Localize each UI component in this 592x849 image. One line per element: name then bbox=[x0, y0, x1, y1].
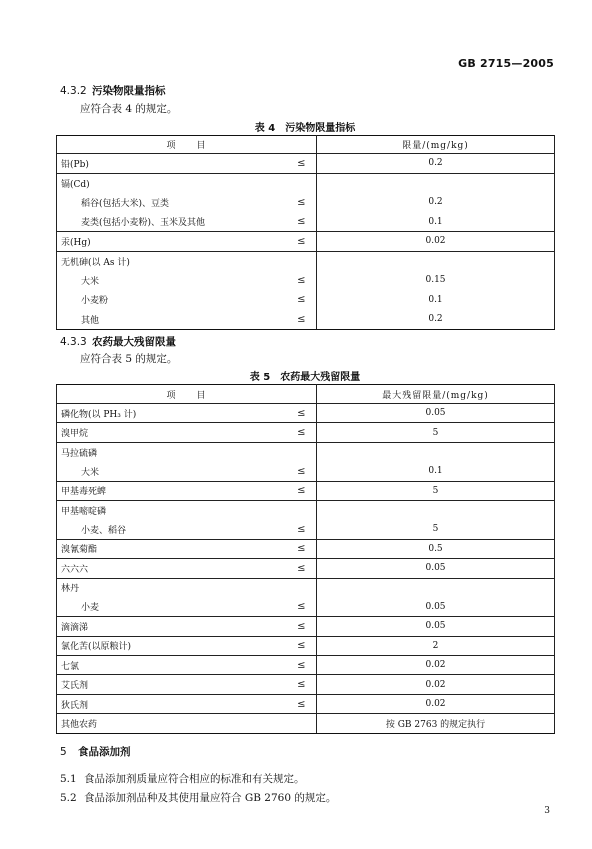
row-le-symbol: ≤ bbox=[287, 404, 317, 423]
section-text: 食品添加剂质量应符合相应的标准和有关规定。 bbox=[84, 773, 305, 785]
section-number: 5.2 bbox=[60, 792, 77, 804]
row-limit-value: 0.2 bbox=[317, 310, 555, 330]
section-5-heading bbox=[60, 744, 131, 759]
row-item-name: 其他 bbox=[57, 310, 287, 330]
section-number: 4.3.3 bbox=[60, 336, 87, 348]
table-row bbox=[57, 597, 555, 616]
table-row bbox=[57, 232, 555, 252]
row-item-name: 稻谷(包括大米)、豆类 bbox=[57, 193, 287, 213]
section-5-1 bbox=[60, 771, 305, 786]
row-item-name: 麦类(包括小麦粉)、玉米及其他 bbox=[57, 212, 287, 232]
section-number: 5 bbox=[60, 746, 67, 758]
table-row bbox=[57, 559, 555, 578]
row-limit-value: 0.05 bbox=[317, 597, 555, 616]
row-le-symbol: ≤ bbox=[287, 520, 317, 539]
row-limit-value: 5 bbox=[317, 481, 555, 500]
row-le-symbol: ≤ bbox=[287, 290, 317, 310]
table-row bbox=[57, 290, 555, 310]
row-item-name: 铅(Pb) bbox=[57, 154, 287, 174]
row-item-name: 甲基嘧啶磷 bbox=[57, 500, 287, 519]
section-4-3-3-heading bbox=[60, 334, 176, 349]
row-le-symbol: ≤ bbox=[287, 559, 317, 578]
row-item-name: 无机砷(以 As 计) bbox=[57, 251, 287, 271]
table-5-caption: 表 5 农药最大残留限量 bbox=[249, 372, 361, 383]
table-row bbox=[57, 154, 555, 174]
row-item-name: 小麦、稻谷 bbox=[57, 520, 287, 539]
row-limit-value bbox=[317, 173, 555, 193]
row-limit-value: 0.1 bbox=[317, 290, 555, 310]
row-limit-value: 5 bbox=[317, 423, 555, 442]
row-limit-value bbox=[317, 442, 555, 461]
table-4 bbox=[56, 135, 555, 330]
row-limit-value bbox=[317, 578, 555, 597]
table-row bbox=[57, 675, 555, 694]
row-le-symbol: ≤ bbox=[287, 423, 317, 442]
row-le-symbol: ≤ bbox=[287, 597, 317, 616]
row-limit-value: 0.2 bbox=[317, 154, 555, 174]
table-row bbox=[57, 617, 555, 636]
row-item-name: 其他农药 bbox=[57, 714, 287, 733]
table-5 bbox=[56, 384, 555, 734]
table-4-caption: 表 4 污染物限量指标 bbox=[254, 123, 356, 134]
row-le-symbol: ≤ bbox=[287, 193, 317, 213]
row-le-symbol: ≤ bbox=[287, 675, 317, 694]
row-le-symbol: ≤ bbox=[287, 694, 317, 713]
row-item-name: 艾氏剂 bbox=[57, 675, 287, 694]
table-row bbox=[57, 404, 555, 423]
section-number: 5.1 bbox=[60, 773, 77, 785]
table-row bbox=[57, 520, 555, 539]
row-le-symbol bbox=[287, 251, 317, 271]
row-limit-value: 0.15 bbox=[317, 271, 555, 291]
row-limit-value: 0.02 bbox=[317, 675, 555, 694]
table-4-header-item: 项 目 bbox=[57, 136, 317, 154]
row-item-name: 林丹 bbox=[57, 578, 287, 597]
section-number: 4.3.2 bbox=[60, 85, 87, 97]
row-le-symbol: ≤ bbox=[287, 462, 317, 481]
row-limit-value bbox=[317, 251, 555, 271]
row-limit-value bbox=[317, 500, 555, 519]
table-row bbox=[57, 694, 555, 713]
row-item-name: 氯化苦(以原粮计) bbox=[57, 636, 287, 655]
row-item-name: 溴甲烷 bbox=[57, 423, 287, 442]
row-limit-value: 0.2 bbox=[317, 193, 555, 213]
row-item-name: 大米 bbox=[57, 271, 287, 291]
section-title: 食品添加剂 bbox=[78, 746, 131, 758]
table-row bbox=[57, 271, 555, 291]
row-le-symbol: ≤ bbox=[287, 617, 317, 636]
table-row bbox=[57, 173, 555, 193]
row-le-symbol bbox=[287, 173, 317, 193]
row-item-name: 磷化物(以 PH₃ 计) bbox=[57, 404, 287, 423]
section-5-2 bbox=[60, 790, 336, 805]
row-le-symbol: ≤ bbox=[287, 539, 317, 558]
row-item-name: 镉(Cd) bbox=[57, 173, 287, 193]
row-item-name: 马拉硫磷 bbox=[57, 442, 287, 461]
row-limit-value: 0.02 bbox=[317, 656, 555, 675]
row-le-symbol: ≤ bbox=[287, 271, 317, 291]
row-item-name: 六六六 bbox=[57, 559, 287, 578]
table-5-header-item: 项 目 bbox=[57, 385, 317, 404]
table-row bbox=[57, 423, 555, 442]
row-item-name: 溴氰菊酯 bbox=[57, 539, 287, 558]
row-limit-value: 0.1 bbox=[317, 212, 555, 232]
row-item-name: 狄氏剂 bbox=[57, 694, 287, 713]
row-limit-value: 按 GB 2763 的规定执行 bbox=[317, 714, 555, 733]
table-row bbox=[57, 251, 555, 271]
row-limit-value: 5 bbox=[317, 520, 555, 539]
row-item-name: 甲基毒死蜱 bbox=[57, 481, 287, 500]
row-le-symbol: ≤ bbox=[287, 232, 317, 252]
table-row bbox=[57, 578, 555, 597]
row-le-symbol: ≤ bbox=[287, 212, 317, 232]
table-5-header-limit: 最大残留限量/(mg/kg) bbox=[317, 385, 555, 404]
section-4-3-2-heading bbox=[60, 83, 166, 98]
row-limit-value: 0.05 bbox=[317, 404, 555, 423]
table-4-header-limit: 限量/(mg/kg) bbox=[317, 136, 555, 154]
row-le-symbol bbox=[287, 578, 317, 597]
section-4-3-3-text: 应符合表 5 的规定。 bbox=[80, 353, 178, 365]
table-row bbox=[57, 656, 555, 675]
table-row bbox=[57, 212, 555, 232]
row-le-symbol: ≤ bbox=[287, 310, 317, 330]
table-row bbox=[57, 193, 555, 213]
row-item-name: 大米 bbox=[57, 462, 287, 481]
row-le-symbol: ≤ bbox=[287, 481, 317, 500]
table-row bbox=[57, 500, 555, 519]
row-le-symbol: ≤ bbox=[287, 636, 317, 655]
row-le-symbol: ≤ bbox=[287, 154, 317, 174]
row-limit-value: 0.02 bbox=[317, 694, 555, 713]
row-limit-value: 2 bbox=[317, 636, 555, 655]
row-le-symbol: ≤ bbox=[287, 656, 317, 675]
row-le-symbol bbox=[287, 714, 317, 733]
table-row bbox=[57, 539, 555, 558]
page-number: 3 bbox=[544, 806, 550, 816]
table-row bbox=[57, 462, 555, 481]
row-limit-value: 0.05 bbox=[317, 617, 555, 636]
row-limit-value: 0.5 bbox=[317, 539, 555, 558]
row-item-name: 小麦粉 bbox=[57, 290, 287, 310]
row-limit-value: 0.05 bbox=[317, 559, 555, 578]
table-row bbox=[57, 481, 555, 500]
table-row bbox=[57, 442, 555, 461]
table-row bbox=[57, 310, 555, 330]
row-item-name: 滴滴涕 bbox=[57, 617, 287, 636]
row-le-symbol bbox=[287, 442, 317, 461]
row-item-name: 小麦 bbox=[57, 597, 287, 616]
standard-code: GB 2715—2005 bbox=[458, 57, 554, 70]
table-row bbox=[57, 714, 555, 733]
row-item-name: 汞(Hg) bbox=[57, 232, 287, 252]
table-row bbox=[57, 636, 555, 655]
row-item-name: 七氯 bbox=[57, 656, 287, 675]
section-title: 农药最大残留限量 bbox=[92, 336, 176, 348]
row-le-symbol bbox=[287, 500, 317, 519]
section-title: 污染物限量指标 bbox=[92, 85, 166, 97]
row-limit-value: 0.02 bbox=[317, 232, 555, 252]
section-text: 食品添加剂品种及其使用量应符合 GB 2760 的规定。 bbox=[84, 792, 337, 804]
section-4-3-2-text: 应符合表 4 的规定。 bbox=[80, 103, 178, 115]
row-limit-value: 0.1 bbox=[317, 462, 555, 481]
